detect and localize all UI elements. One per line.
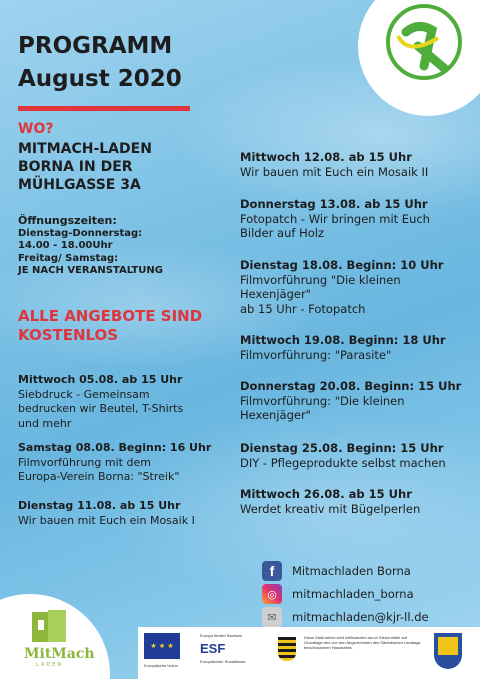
address-line-1: MITMACH-LADEN — [18, 141, 152, 157]
hours-title: Öffnungszeiten: — [18, 214, 117, 227]
event-desc: Filmvorführung: "Parasite" — [240, 347, 392, 362]
event-desc: Filmvorführung mit dem — [18, 455, 151, 469]
facebook-contact[interactable] — [262, 561, 411, 581]
event-desc: Bilder auf Holz — [240, 226, 324, 240]
event-item — [240, 258, 443, 316]
kjr-logo-icon — [358, 0, 480, 116]
event-item — [18, 499, 195, 528]
event-date: Donnerstag 20.08. Beginn: 15 Uhr — [240, 379, 462, 393]
event-desc: Filmvorführung: "Die kleinen — [240, 393, 405, 408]
address-line-2: BORNA IN DER — [18, 159, 133, 175]
event-desc: Hexenjäger" — [240, 408, 311, 422]
event-item — [240, 197, 430, 241]
event-item — [240, 379, 461, 423]
eu-label: Europäische Union — [144, 663, 178, 668]
hours-line-4: JE NACH VERANSTALTUNG — [18, 265, 163, 276]
event-desc: Werdet kreativ mit Bügelperlen — [240, 501, 421, 516]
event-desc: Fotopatch - Wir bringen mit Euch — [240, 211, 430, 226]
free-notice — [18, 307, 202, 345]
funding-notice: Diese Maßnahme wird mitfinanziert durch Steuermittel auf Grundlage des von den Abgeordneten des Sächsischen Landtags beschlossenen Haushaltes. — [304, 635, 421, 650]
event-desc: Siebdruck - Gemeinsam — [18, 387, 150, 401]
free-notice-line-1: ALLE ANGEBOTE SIND — [18, 307, 203, 325]
event-item — [18, 441, 211, 485]
facebook-icon: f — [262, 561, 282, 581]
event-item — [240, 487, 420, 516]
mitmach-logo-text: MitMach — [24, 646, 95, 662]
sponsor-footer — [138, 627, 480, 679]
saxony-crest-icon — [278, 637, 296, 661]
event-desc: Hexenjäger" — [240, 287, 311, 301]
event-desc: Europa-Verein Borna: "Streik" — [18, 470, 180, 483]
page-title — [18, 30, 182, 96]
event-desc: Wir bauen mit Euch ein Mosaik I — [18, 513, 195, 527]
hours-line-2: 14.00 - 18.00Uhr — [18, 240, 113, 251]
location-address — [18, 140, 152, 194]
eu-flag-icon: ★ ★ ★ — [144, 633, 180, 659]
event-date: Dienstag 25.08. Beginn: 15 Uhr — [240, 441, 444, 455]
event-desc: Wir bauen mit Euch ein Mosaik II — [240, 164, 429, 179]
event-item — [240, 441, 446, 470]
title-line-2: August 2020 — [18, 66, 182, 92]
location-label: WO? — [18, 121, 54, 137]
event-item — [18, 373, 183, 431]
instagram-icon: ◎ — [262, 584, 282, 604]
mitmach-logo-subtext: LADEN — [36, 662, 64, 668]
email-contact[interactable] — [262, 607, 429, 627]
event-date: Dienstag 11.08. ab 15 Uhr — [18, 499, 181, 512]
esf-label: Europäischer Sozialfonds — [200, 659, 246, 664]
event-date: Mittwoch 26.08. ab 15 Uhr — [240, 487, 412, 501]
event-item — [240, 150, 428, 179]
mitmach-logo-icon — [30, 608, 70, 646]
title-divider — [18, 106, 190, 111]
esf-tagline: Europa fördert Sachsen. — [200, 633, 244, 638]
event-date: Dienstag 18.08. Beginn: 10 Uhr — [240, 258, 444, 272]
event-date: Mittwoch 05.08. ab 15 Uhr — [18, 373, 183, 386]
instagram-handle: mitmachladen_borna — [292, 587, 414, 601]
event-desc: und mehr — [18, 416, 72, 430]
facebook-name: Mitmachladen Borna — [292, 564, 411, 578]
organization-logo — [358, 0, 480, 116]
event-date: Donnerstag 13.08. ab 15 Uhr — [240, 197, 428, 211]
event-desc: bedrucken wir Beutel, T-Shirts — [18, 402, 184, 415]
instagram-contact[interactable] — [262, 584, 414, 604]
event-item — [240, 333, 446, 362]
event-date: Mittwoch 19.08. Beginn: 18 Uhr — [240, 333, 446, 347]
event-desc: Filmvorführung "Die kleinen — [240, 272, 401, 287]
district-crest-icon — [434, 633, 462, 669]
event-desc: DIY - Pflegeprodukte selbst machen — [240, 455, 446, 470]
email-address: mitmachladen@kjr-ll.de — [292, 610, 429, 624]
opening-hours — [18, 215, 163, 278]
hours-line-3: Freitag/ Samstag: — [18, 252, 119, 264]
event-date: Mittwoch 12.08. ab 15 Uhr — [240, 150, 412, 164]
free-notice-line-2: KOSTENLOS — [18, 326, 119, 344]
event-desc: ab 15 Uhr - Fotopatch — [240, 301, 366, 316]
hours-line-1: Dienstag-Donnerstag: — [18, 227, 143, 239]
event-date: Samstag 08.08. Beginn: 16 Uhr — [18, 441, 212, 454]
esf-logo: ESF — [200, 641, 226, 656]
mail-icon: ✉ — [262, 607, 282, 627]
title-line-1: PROGRAMM — [18, 33, 173, 59]
address-line-3: MÜHLGASSE 3A — [18, 177, 141, 193]
